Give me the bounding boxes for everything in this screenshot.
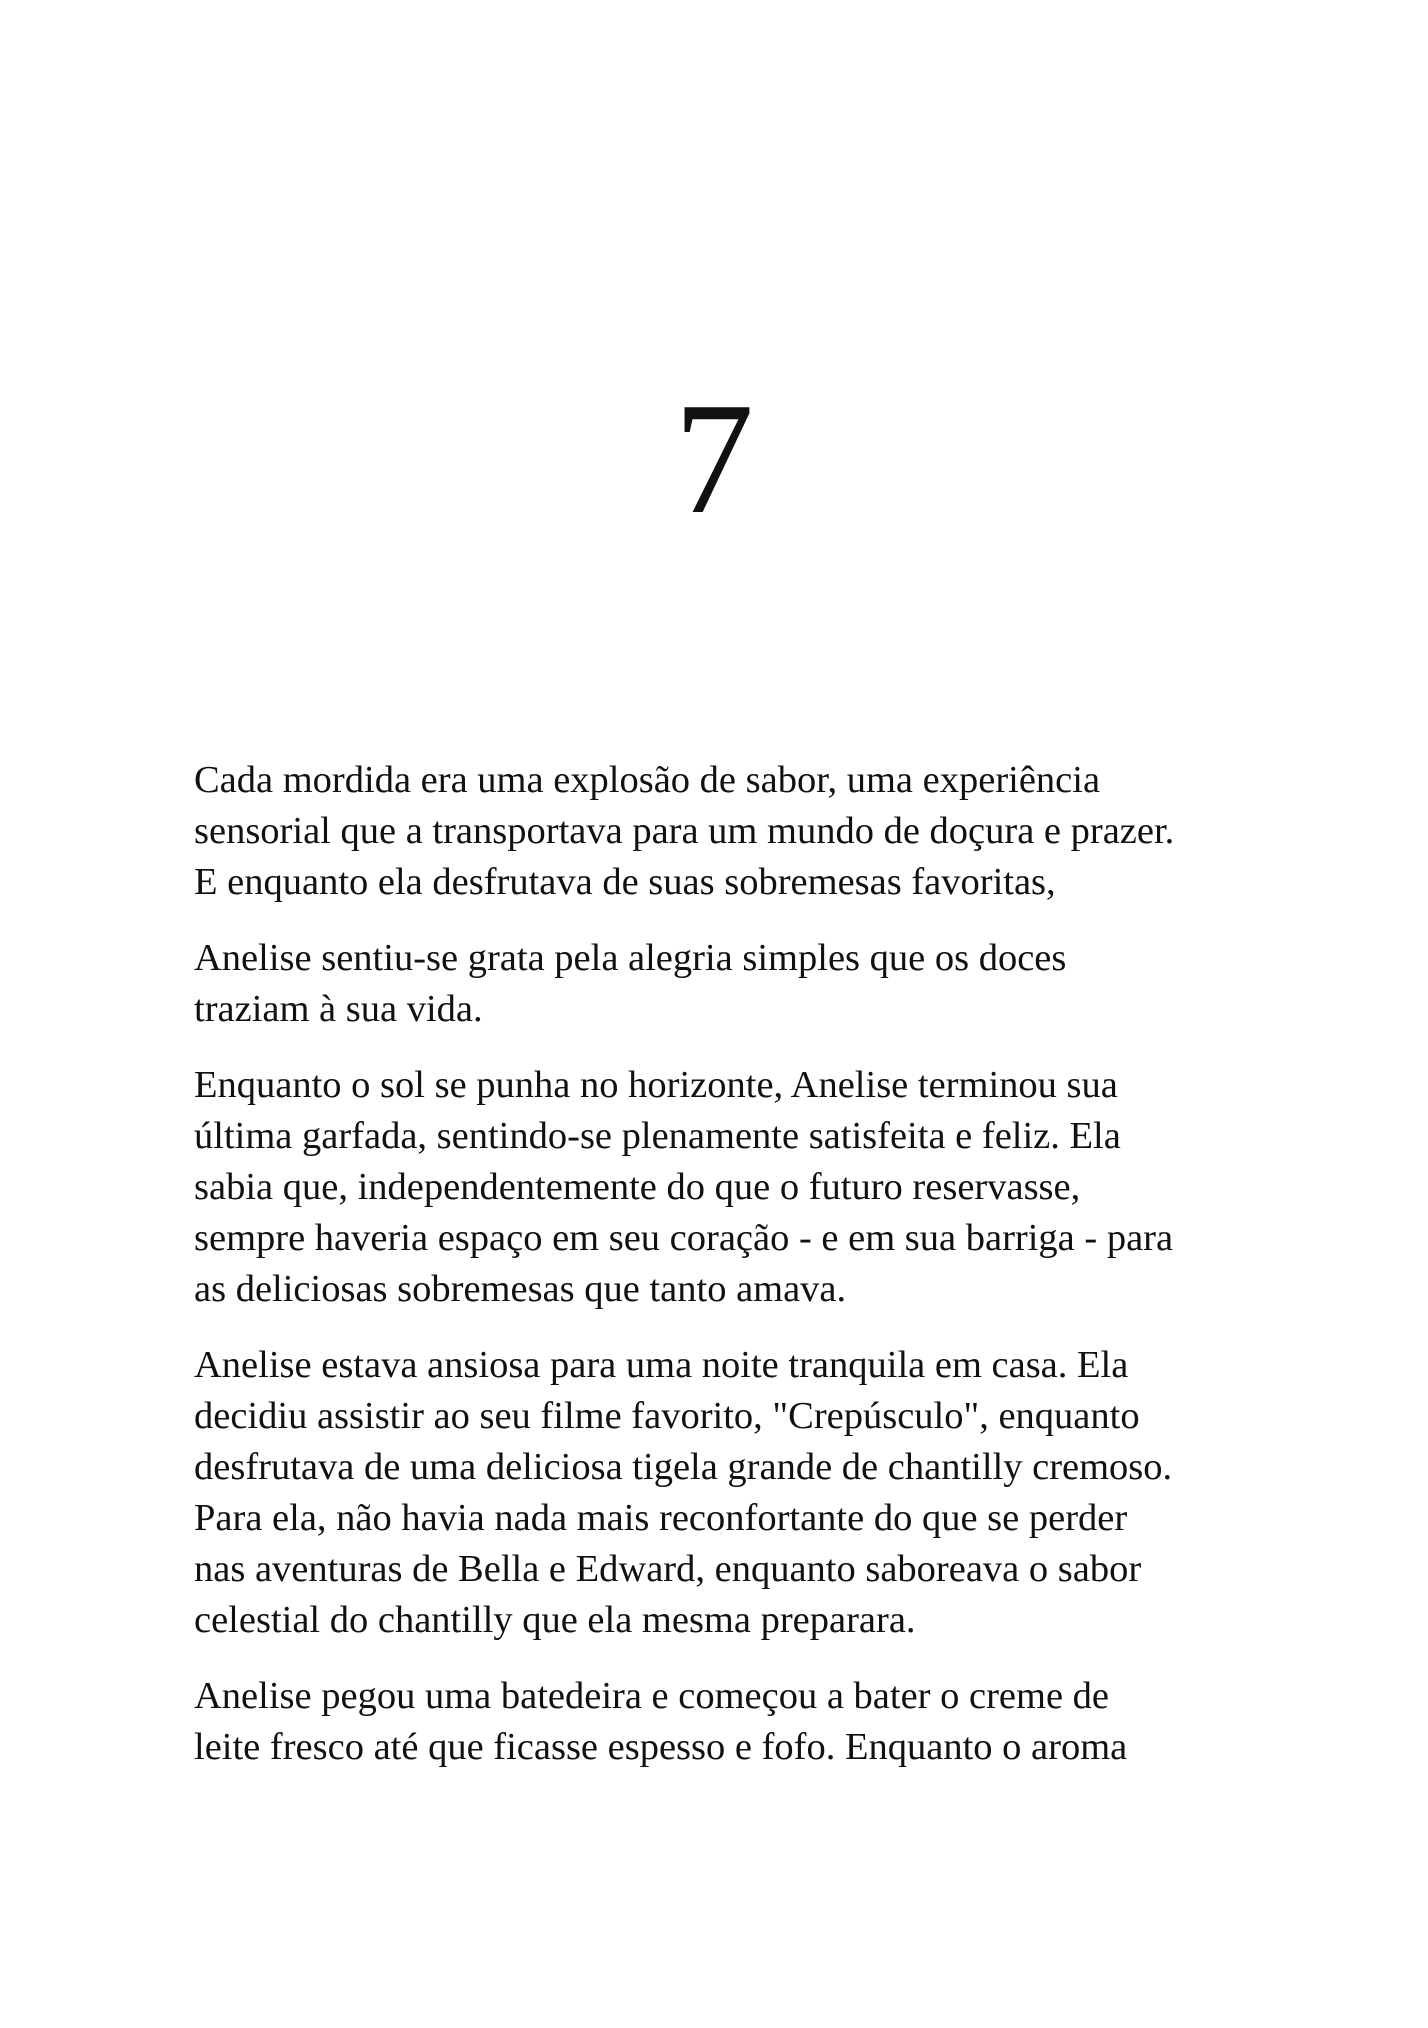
text-line: sempre haveria espaço em seu coração - e em sua barriga - para bbox=[194, 1217, 1174, 1259]
text-line: celestial do chantilly que ela mesma preparara. bbox=[194, 1599, 916, 1641]
chapter-body bbox=[194, 755, 1274, 1798]
text-line: sensorial que a transportava para um mundo de doçura e prazer. bbox=[194, 810, 1175, 852]
text-line: Anelise pegou uma batedeira e começou a bater o creme de bbox=[194, 1675, 1109, 1717]
paragraph-3 bbox=[194, 1060, 1274, 1315]
text-line: Enquanto o sol se punha no horizonte, Anelise terminou sua bbox=[194, 1064, 1118, 1106]
text-line: E enquanto ela desfrutava de suas sobremesas favoritas, bbox=[194, 861, 1056, 903]
text-line: as deliciosas sobremesas que tanto amava. bbox=[194, 1268, 847, 1310]
text-line: nas aventuras de Bella e Edward, enquanto saboreava o sabor bbox=[194, 1548, 1142, 1590]
chapter-number: 7 bbox=[674, 369, 754, 547]
text-line: Para ela, não havia nada mais reconfortante do que se perder bbox=[194, 1497, 1128, 1539]
text-line: leite fresco até que ficasse espesso e fofo. Enquanto o aroma bbox=[194, 1726, 1128, 1768]
paragraph-1 bbox=[194, 755, 1274, 908]
text-line: Anelise sentiu-se grata pela alegria simples que os doces bbox=[194, 937, 1067, 979]
text-line: Anelise estava ansiosa para uma noite tranquila em casa. Ela bbox=[194, 1344, 1129, 1386]
text-line: Cada mordida era uma explosão de sabor, uma experiência bbox=[194, 759, 1101, 801]
text-line: última garfada, sentindo-se plenamente satisfeita e feliz. Ela bbox=[194, 1115, 1121, 1157]
text-line: sabia que, independentemente do que o futuro reservasse, bbox=[194, 1166, 1081, 1208]
text-line: decidiu assistir ao seu filme favorito, "Crepúsculo", enquanto bbox=[194, 1395, 1140, 1437]
paragraph-4 bbox=[194, 1340, 1274, 1646]
paragraph-2 bbox=[194, 933, 1274, 1035]
text-line: traziam à sua vida. bbox=[194, 988, 483, 1030]
text-line: desfrutava de uma deliciosa tigela grande de chantilly cremoso. bbox=[194, 1446, 1173, 1488]
paragraph-5 bbox=[194, 1671, 1274, 1773]
